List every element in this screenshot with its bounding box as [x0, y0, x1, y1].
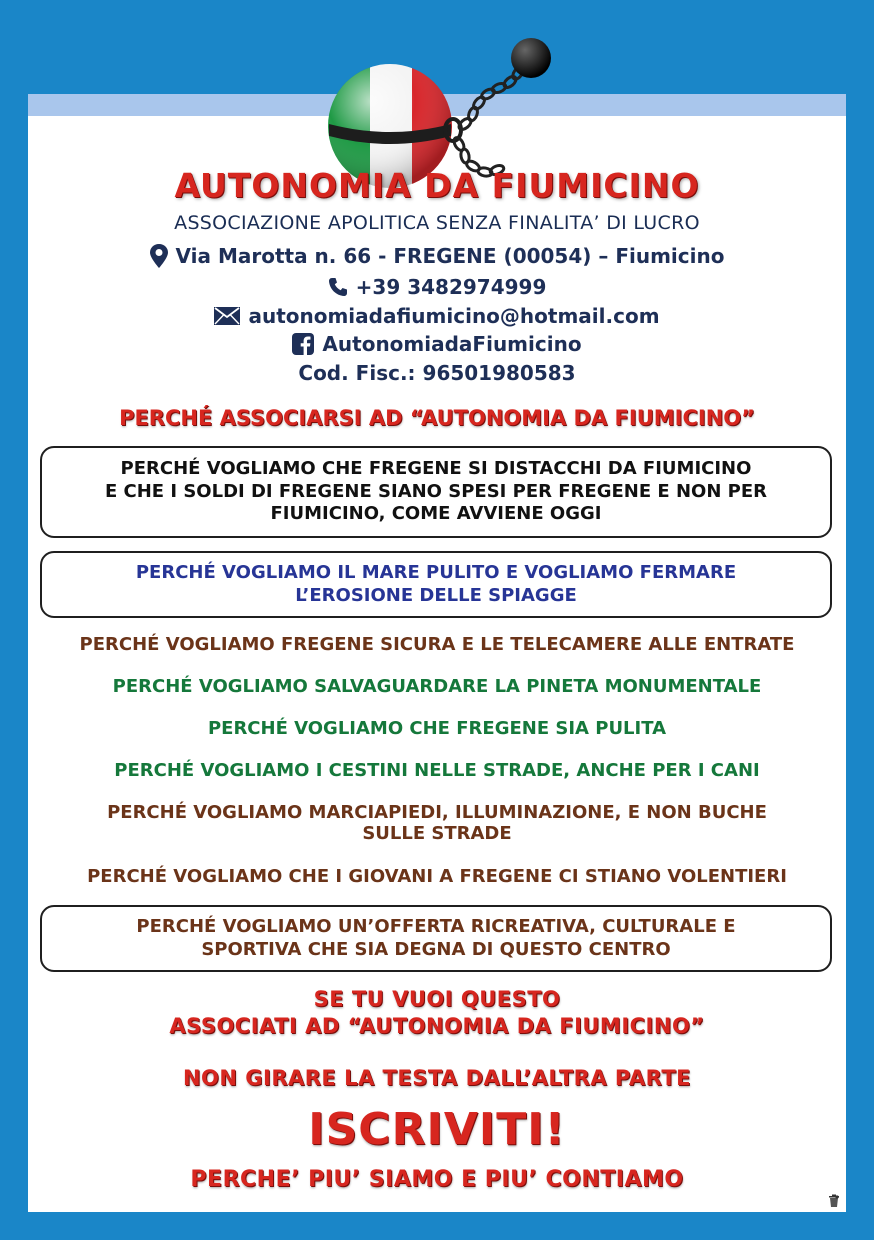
- reason-youth: PERCHÉ VOGLIAMO CHE I GIOVANI A FREGENE CI STIANO VOLENTIERI: [87, 866, 787, 887]
- association-subtitle: ASSOCIAZIONE APOLITICA SENZA FINALITA’ DI LUCRO: [174, 212, 700, 234]
- cta-subscribe: ISCRIVITI!: [308, 1104, 566, 1155]
- reason-box-recreation: [40, 905, 832, 972]
- reason-sidewalks: [28, 803, 846, 844]
- reason-box-sea: [40, 551, 832, 618]
- tax-code: Cod. Fisc.: 96501980583: [298, 361, 576, 385]
- phone-icon: [328, 277, 348, 297]
- facebook-line: [28, 332, 846, 356]
- reason-security: PERCHÉ VOGLIAMO FREGENE SICURA E LE TELECAMERE ALLE ENTRATE: [79, 634, 795, 655]
- box3-line1: PERCHÉ VOGLIAMO UN’OFFERTA RICREATIVA, CULTURALE E: [136, 916, 736, 937]
- address-text: Via Marotta n. 66 - FREGENE (00054) – Fiumicino: [175, 244, 725, 268]
- email-envelope-icon: [214, 307, 240, 325]
- section-heading: PERCHÉ ASSOCIARSI AD “AUTONOMIA DA FIUMICINO”: [119, 406, 755, 430]
- box1-line2: E CHE I SOLDI DI FREGENE SIANO SPESI PER FREGENE E NON PER: [104, 480, 768, 502]
- reason-pine-forest: PERCHÉ VOGLIAMO SALVAGUARDARE LA PINETA MONUMENTALE: [112, 676, 762, 697]
- box2-line1: PERCHÉ VOGLIAMO IL MARE PULITO E VOGLIAMO FERMARE: [135, 562, 737, 583]
- flyer-page: [28, 94, 846, 1212]
- cta-join: [28, 986, 846, 1041]
- phone-text[interactable]: +39 3482974999: [355, 275, 547, 299]
- cta-line1: SE TU VUOI QUESTO: [313, 987, 561, 1011]
- reason-box-independence: [40, 446, 832, 538]
- box3-line2: SPORTIVA CHE SIA DEGNA DI QUESTO CENTRO: [201, 938, 671, 960]
- reason-clean: PERCHÉ VOGLIAMO CHE FREGENE SIA PULITA: [207, 718, 667, 739]
- email-text[interactable]: autonomiadafiumicino@hotmail.com: [248, 304, 660, 328]
- reason-sidewalks-line2: SULLE STRADE: [362, 822, 512, 844]
- cta-more-we-are: PERCHE’ PIU’ SIAMO E PIU’ CONTIAMO: [190, 1167, 684, 1192]
- address-line: [28, 244, 846, 268]
- cta-line2: ASSOCIATI AD “AUTONOMIA DA FIUMICINO”: [169, 1014, 705, 1039]
- association-title: AUTONOMIA DA FIUMICINO: [174, 166, 700, 205]
- reason-bins: PERCHÉ VOGLIAMO I CESTINI NELLE STRADE, ANCHE PER I CANI: [114, 760, 760, 781]
- email-line: [28, 304, 846, 328]
- box2-line2: L’EROSIONE DELLE SPIAGGE: [295, 584, 577, 606]
- box1-line3: FIUMICINO, COME AVVIENE OGGI: [270, 503, 602, 525]
- location-pin-icon: [150, 244, 168, 268]
- trash-bin-icon: [828, 1194, 840, 1208]
- facebook-text[interactable]: AutonomiadaFiumicino: [322, 332, 582, 356]
- phone-line: [28, 275, 846, 299]
- facebook-icon: [292, 333, 314, 355]
- box1-line1: PERCHÉ VOGLIAMO CHE FREGENE SI DISTACCHI DA FIUMICINO: [120, 458, 752, 480]
- reason-sidewalks-line1: PERCHÉ VOGLIAMO MARCIAPIEDI, ILLUMINAZIONE, E NON BUCHE: [107, 802, 767, 823]
- cta-dont-look-away: NON GIRARE LA TESTA DALL’ALTRA PARTE: [182, 1066, 692, 1090]
